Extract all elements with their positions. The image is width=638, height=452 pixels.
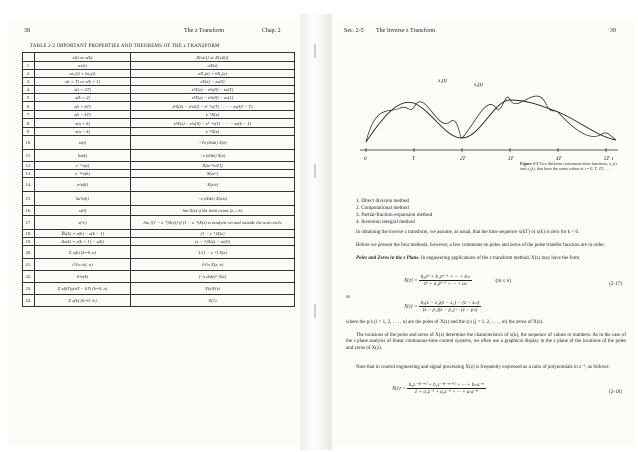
paragraph-3-heading: Poles and Zeros in the z Plane.: [356, 256, 420, 261]
table-row: [23, 230, 295, 238]
row-number: 11.: [23, 150, 35, 162]
figure-caption-label: Figure 2-3: [520, 161, 539, 166]
table-row: [23, 259, 295, 271]
table-row: [23, 238, 295, 246]
method-item: 3. Partial-fraction-expansion method: [356, 212, 433, 218]
row-number: 12.: [23, 162, 35, 170]
paragraph-2: Before we present the four methods, however, a few comments on poles and zeros of the pulse transfer function are in order.: [356, 243, 605, 248]
tick-label: 2T: [460, 157, 466, 162]
z-transform: X(z)Y(z): [131, 283, 295, 295]
x-expression: Σ x(k) (k=0..n): [35, 246, 131, 259]
table-row: [23, 206, 295, 216]
methods-list: [356, 198, 432, 226]
x-expression: ∂/∂a x(t, a): [35, 259, 131, 271]
z-transform: zX(z) − zx(0): [131, 78, 295, 86]
table-title: TABLE 2-2 IMPORTANT PROPERTIES AND THEOREMS OF THE z TRANSFORM: [30, 44, 220, 49]
table-row: [23, 128, 295, 136]
table-row: [23, 216, 295, 230]
tick-label: 0: [364, 157, 367, 162]
figure-caption: [520, 161, 620, 171]
right-page: [332, 20, 634, 446]
table-header-num: [23, 53, 35, 62]
z-transform: zᵏX(z) − zᵏx(0) − zᵏ⁻¹x(T) − ··· − zx(kT − T): [131, 102, 295, 111]
right-page-number: 39: [610, 28, 616, 34]
row-number: 10.: [23, 136, 35, 150]
row-number: 20.: [23, 246, 35, 259]
row-number: 16.: [23, 206, 35, 216]
table-row: [23, 86, 295, 94]
row-number: 3.: [23, 78, 35, 86]
x-expression: x(k + 2): [35, 94, 131, 102]
spine-mark: [314, 164, 316, 178]
z-transform: ∂/∂a X(z, a): [131, 259, 295, 271]
row-number: 9.: [23, 128, 35, 136]
eq2-lhs: X(z) =: [404, 303, 418, 310]
equation-2-18: [392, 382, 486, 395]
eq1-lhs: X(z) =: [404, 277, 418, 284]
x-expression: e⁻ᵃᵗx(t): [35, 162, 131, 170]
row-number: 15.: [23, 192, 35, 206]
z-transform: X(1): [131, 295, 295, 307]
row-number: 22.: [23, 271, 35, 283]
table-row: [23, 271, 295, 283]
right-section: Sec. 2-5: [344, 28, 364, 34]
left-page-number: 38: [24, 28, 30, 34]
paragraph-4: where the pᵢ's (i = 1, 2, . . . , n) are the poles of X(z) and the zⱼ's (j = 1, 2, . . . , m) the zeros of X(z).: [346, 320, 544, 325]
x-expression: ax₁(t) + bx₂(t): [35, 70, 131, 78]
z-transform: −z (d/dz) X(z/a): [131, 192, 295, 206]
table-row: [23, 78, 295, 86]
figure-caption-text: Two different continuous-time functions, x₁(t) and x₂(t), that have the same values at t = 0, T, 2T, . . .: [520, 161, 617, 171]
left-chapter: Chap. 2: [262, 28, 281, 34]
row-number: 18.: [23, 230, 35, 238]
row-number: 17.: [23, 216, 35, 230]
method-item: 1. Direct division method: [356, 198, 410, 204]
z-transform: X(ze^{aT}): [131, 162, 295, 170]
z-transform: z²X(z) − z²x(0) − zx(T): [131, 86, 295, 94]
eq1-condition: (m ≤ n): [495, 277, 512, 284]
x-expression: kaᵏx(k): [35, 192, 131, 206]
table-row: [23, 70, 295, 78]
tick-label: 5T: [604, 157, 610, 162]
z-transform: lim X(z) if the limit exists (z→∞): [131, 206, 295, 216]
x-expression: x(0): [35, 206, 131, 216]
row-number: 8.: [23, 119, 35, 128]
x-expression: kx(k): [35, 150, 131, 162]
equation-2-17: [404, 274, 511, 287]
x-expression: kᵐx(k): [35, 271, 131, 283]
row-number: 7.: [23, 111, 35, 119]
x-expression: ax(t): [35, 62, 131, 70]
left-running-head: The z Transform: [184, 28, 224, 34]
row-number: 21.: [23, 259, 35, 271]
row-number: 19.: [23, 238, 35, 246]
axis-label-t: t: [612, 157, 614, 162]
table-row: [23, 162, 295, 170]
table-row: [23, 295, 295, 307]
table-row: [23, 170, 295, 178]
z-transform: X(zeᵃ): [131, 170, 295, 178]
z-transform: X(z/a): [131, 178, 295, 192]
z-transform: lim [(1 − z⁻¹)X(z)] if (1 − z⁻¹)X(z) is analytic on and outside the unit circle: [131, 216, 295, 230]
table-row: [23, 119, 295, 128]
eq1-number: (2-17): [609, 281, 622, 287]
x-expression: x(t − kT): [35, 111, 131, 119]
row-number: 1.: [23, 62, 35, 70]
table-header-row: [23, 53, 295, 62]
x-expression: Σ x(k) (k=0..∞): [35, 295, 131, 307]
x-expression: aᵏx(k): [35, 178, 131, 192]
z-transform: z⁻ᵏX(z): [131, 111, 295, 119]
eq3-numerator: b₀z⁻⁽ⁿ⁻ᵐ⁾ + b₁z⁻⁽ⁿ⁻ᵐ⁺¹⁾ + ··· + bₘz⁻ⁿ: [408, 382, 484, 388]
x-expression: x(t + kT): [35, 102, 131, 111]
paragraph-3: [346, 256, 626, 262]
table-row: [23, 150, 295, 162]
eq3-number: (2-18): [609, 389, 622, 395]
x-expression: x(n + k): [35, 119, 131, 128]
z-transform: (1 − z⁻¹)X(z): [131, 230, 295, 238]
table-row: [23, 283, 295, 295]
method-item: 2. Computational method: [356, 205, 409, 211]
table-header-x: x(t) or x(k): [35, 53, 131, 62]
table-row: [23, 102, 295, 111]
row-number: 2.: [23, 70, 35, 78]
tick-label: 3T: [508, 157, 514, 162]
paragraph-5: The locations of the poles and zeros of X(z) determine the characteristics of x(k), the sequence of values or numbers. As in the case of the s plane analysis of linear continuous-time control systems, we often use a graphical display in the z plane of the locations of the poles and zeros of X(z).: [346, 333, 626, 351]
right-running-head: The Inverse z Transform: [376, 28, 436, 34]
equation-factored: [404, 300, 481, 313]
table-header-z: Z[x(t)] or Z[x(k)]: [131, 53, 295, 62]
z-transform: (−z d/dz)ᵐ X(z): [131, 271, 295, 283]
table-row: [23, 178, 295, 192]
curve-x1-label: x₁(t): [438, 79, 447, 84]
z-transform: aX₁(z) + bX₂(z): [131, 70, 295, 78]
row-number: 23.: [23, 283, 35, 295]
curve-x2-label: x₂(t): [474, 83, 483, 88]
paragraph-6: Note that in control engineering and signal processing X(z) is frequently expressed as a ratio of polynomials in z⁻¹, as follows:: [356, 365, 610, 370]
x-expression: Δx(k) = x(k + 1) − x(k): [35, 238, 131, 246]
x-expression: tx(t): [35, 136, 131, 150]
table-row: [23, 94, 295, 102]
left-page: [8, 20, 300, 446]
z-transform: zᵏX(z) − zᵏx(0) − zᵏ⁻¹x(1) − ··· − zx(k − 1): [131, 119, 295, 128]
z-transform: aX(z): [131, 62, 295, 70]
method-item: 4. Inversion integral method: [356, 219, 415, 225]
x-expression: x(t + 2T): [35, 86, 131, 94]
row-number: 14.: [23, 178, 35, 192]
row-number: 24.: [23, 295, 35, 307]
row-number: 6.: [23, 102, 35, 111]
table-row: [23, 246, 295, 259]
properties-table: [22, 52, 295, 307]
table-row: [23, 111, 295, 119]
figure-2-3: [346, 42, 626, 172]
eq3-denominator: 1 + a₁z⁻¹ + a₂z⁻² + ··· + aₙz⁻ⁿ: [414, 389, 478, 395]
x-expression: ∇x(k) = x(k) − x(k − 1): [35, 230, 131, 238]
curve-x1: [366, 100, 616, 142]
table-row: [23, 62, 295, 70]
spine-mark: [314, 44, 316, 58]
row-number: 5.: [23, 94, 35, 102]
x-expression: x(∞): [35, 216, 131, 230]
z-transform: z²X(z) − z²x(0) − zx(1): [131, 94, 295, 102]
z-transform: 1/(1 − z⁻¹) X(z): [131, 246, 295, 259]
z-transform: −Tz (d/dz) X(z): [131, 136, 295, 150]
z-transform: (z − 1)X(z) − zx(0): [131, 238, 295, 246]
table-row: [23, 136, 295, 150]
tick-label: T: [412, 157, 415, 162]
x-expression: x(t + T) or x(k + 1): [35, 78, 131, 86]
x-expression: Σ x(kT)y(nT − kT) (k=0..n): [35, 283, 131, 295]
table-row: [23, 192, 295, 206]
book-spine: [300, 14, 332, 450]
paragraph-3-text: In engineering applications of the z transform method, X(z) may have the form: [421, 256, 580, 261]
eq3-lhs: X(z) =: [392, 385, 406, 392]
eq1-numerator: b₀zᵐ + b₁zᵐ⁻¹ + ··· + bₘ: [420, 274, 471, 280]
spine-mark: [314, 304, 316, 318]
eq2-denominator: (z − p₁)(z − p₂) ··· (z − pₙ): [422, 307, 478, 313]
x-expression: x(n − k): [35, 128, 131, 136]
tick-label: 4T: [556, 157, 562, 162]
row-number: 4.: [23, 86, 35, 94]
paragraph-1: In obtaining the inverse z transform, we assume, as usual, that the time sequence x(kT) or x(k) is zero for k < 0.: [356, 230, 580, 235]
z-transform: z⁻ᵏX(z): [131, 128, 295, 136]
eq2-numerator: b₀(z − z₁)(z − z₂) ··· (z − zₘ): [420, 300, 480, 306]
eq1-denominator: zⁿ + a₁zⁿ⁻¹ + ··· + aₙ: [424, 281, 467, 287]
x-expression: e⁻ᵃᵏx(k): [35, 170, 131, 178]
or-text: or: [346, 295, 351, 300]
z-transform: −z (d/dz) X(z): [131, 150, 295, 162]
row-number: 13.: [23, 170, 35, 178]
